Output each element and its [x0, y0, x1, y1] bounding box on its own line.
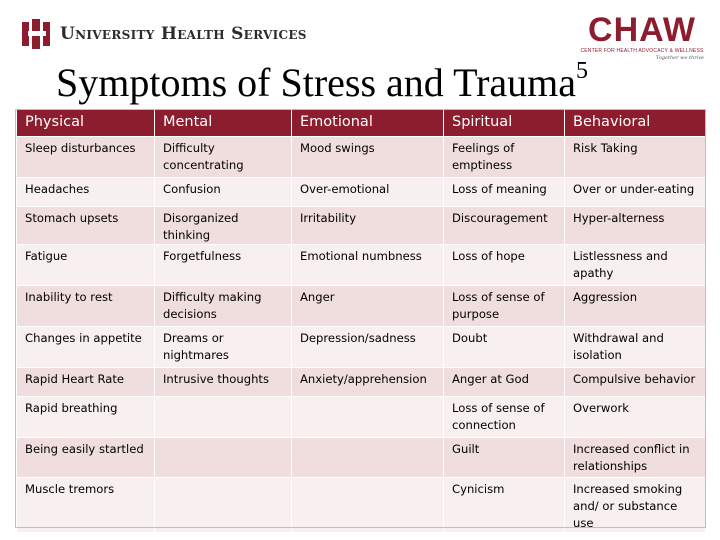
- table-cell: Confusion: [155, 177, 292, 206]
- uhs-emblem-icon: [22, 19, 52, 49]
- page-title: [56, 60, 588, 106]
- table-row: [17, 367, 706, 396]
- table-cell: Increased smoking and/ or substance use: [565, 477, 706, 532]
- table-cell: Compulsive behavior: [565, 367, 706, 396]
- table-cell: Anger: [292, 285, 444, 326]
- table-cell: Loss of hope: [444, 244, 565, 285]
- chaw-logo-tagline: Together we thrive: [655, 55, 704, 61]
- header-emotional: Emotional: [292, 109, 444, 136]
- table-row: [17, 285, 706, 326]
- table-cell: Mood swings: [292, 136, 444, 177]
- table-header-row: [17, 109, 706, 136]
- table-cell: Inability to rest: [17, 285, 155, 326]
- table-row: [17, 244, 706, 285]
- header-behavioral: Behavioral: [565, 109, 706, 136]
- table-cell: Being easily startled: [17, 437, 155, 477]
- symptoms-table: [16, 109, 706, 533]
- table-cell: [155, 437, 292, 477]
- table-cell: Stomach upsets: [17, 206, 155, 244]
- table-cell: Disorganized thinking: [155, 206, 292, 244]
- table-cell: Sleep disturbances: [17, 136, 155, 177]
- table-cell: Dreams or nightmares: [155, 326, 292, 367]
- chaw-logo-word: CHAW: [588, 11, 696, 49]
- table-cell: Rapid Heart Rate: [17, 367, 155, 396]
- uhs-logo-text: University Health Services: [60, 24, 307, 44]
- table-cell: Difficulty concentrating: [155, 136, 292, 177]
- table-cell: [292, 477, 444, 532]
- table-cell: Difficulty making decisions: [155, 285, 292, 326]
- page-title-text: Symptoms of Stress and Trauma: [56, 60, 577, 105]
- table-cell: Guilt: [444, 437, 565, 477]
- table-cell: Emotional numbness: [292, 244, 444, 285]
- table-cell: Over-emotional: [292, 177, 444, 206]
- header-physical: Physical: [17, 109, 155, 136]
- table-cell: Feelings of emptiness: [444, 136, 565, 177]
- table-cell: Headaches: [17, 177, 155, 206]
- table-cell: Loss of sense of connection: [444, 396, 565, 437]
- table-row: [17, 477, 706, 532]
- table-cell: Fatigue: [17, 244, 155, 285]
- table-cell: Doubt: [444, 326, 565, 367]
- table-cell: Overwork: [565, 396, 706, 437]
- table-cell: [292, 396, 444, 437]
- table-cell: [155, 396, 292, 437]
- table-cell: Muscle tremors: [17, 477, 155, 532]
- table-cell: Cynicism: [444, 477, 565, 532]
- table-cell: Irritability: [292, 206, 444, 244]
- table-cell: Hyper-alterness: [565, 206, 706, 244]
- table-cell: Loss of sense of purpose: [444, 285, 565, 326]
- university-health-services-logo: [22, 18, 307, 50]
- table-cell: Anxiety/apprehension: [292, 367, 444, 396]
- table-row: [17, 177, 706, 206]
- table-cell: [155, 477, 292, 532]
- table-cell: Increased conflict in relationships: [565, 437, 706, 477]
- table-cell: Anger at God: [444, 367, 565, 396]
- table-cell: Over or under-eating: [565, 177, 706, 206]
- table-cell: Loss of meaning: [444, 177, 565, 206]
- table-row: [17, 437, 706, 477]
- table-row: [17, 396, 706, 437]
- table-cell: Listlessness and apathy: [565, 244, 706, 285]
- table-cell: Risk Taking: [565, 136, 706, 177]
- header-mental: Mental: [155, 109, 292, 136]
- table-row: [17, 136, 706, 177]
- table-cell: Aggression: [565, 285, 706, 326]
- table-cell: Changes in appetite: [17, 326, 155, 367]
- header-spiritual: Spiritual: [444, 109, 565, 136]
- title-footnote-number: 5: [576, 58, 589, 84]
- table-cell: [292, 437, 444, 477]
- table-cell: Depression/sadness: [292, 326, 444, 367]
- table-cell: Intrusive thoughts: [155, 367, 292, 396]
- chaw-logo: [580, 12, 704, 62]
- table-cell: Rapid breathing: [17, 396, 155, 437]
- table-cell: Forgetfulness: [155, 244, 292, 285]
- table-cell: Withdrawal and isolation: [565, 326, 706, 367]
- table-row: [17, 326, 706, 367]
- table-cell: Discouragement: [444, 206, 565, 244]
- table-row: [17, 206, 706, 244]
- chaw-logo-subtitle: CENTER FOR HEALTH ADVOCACY & WELLNESS: [580, 48, 704, 54]
